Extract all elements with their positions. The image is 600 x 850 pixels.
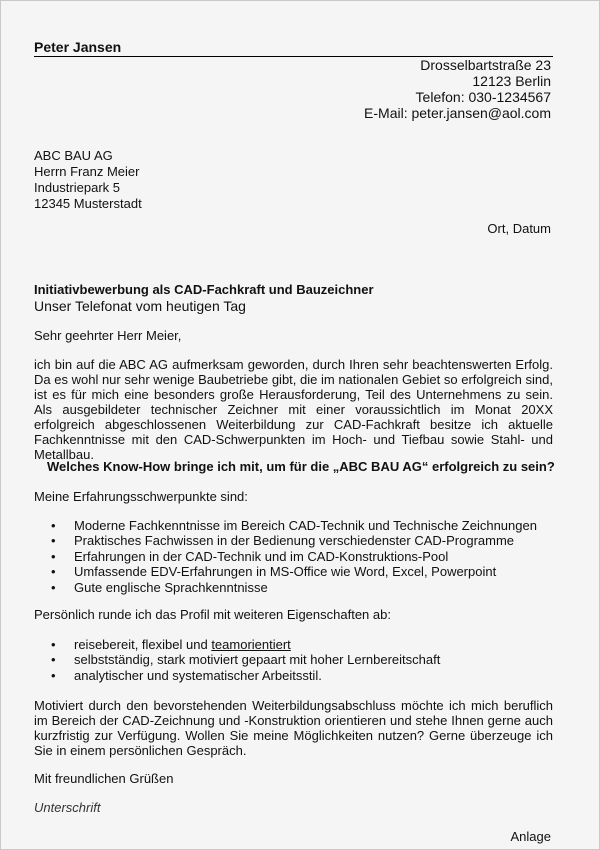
traits-intro: Persönlich runde ich das Profil mit weiteren Eigenschaften ab: — [34, 607, 391, 622]
trait-underlined-text: teamorientiert — [211, 637, 291, 652]
paragraph-intro: ich bin auf die ABC AG aufmerksam geworden, durch Ihren sehr beachtenswerten Erfolg. Da es wohl nur sehr wenige Baubetriebe gibt, die im nationalen Gebiet so erfolgreich sind, ist es für mich eine besonders große Herausforderung, Teil des Unternehmens zu sein. Als ausgebildeter technischer Zeichner mit einer voraussichtlich im Monat 20XX erfolgreich abgeschlossenen Weiterbildung zur CAD-Fachkraft besitze ich aktuelle Fachkenntnisse mit den CAD-Schwerpunkten im Hoch- und Tiefbau sowie Stahl- und Metallbau. — [34, 357, 553, 462]
list-item: • Moderne Fachkenntnisse im Bereich CAD-Technik und Technische Zeichnungen — [34, 518, 537, 533]
attachment-note: Anlage — [510, 829, 551, 844]
recipient-city: 12345 Musterstadt — [34, 196, 142, 211]
experience-list — [34, 518, 537, 595]
closing-salutation: Mit freundlichen Grüßen — [34, 771, 174, 786]
recipient-address-block — [34, 148, 142, 212]
sender-email: E-Mail: peter.jansen@aol.com — [364, 105, 551, 121]
subject-reference: Unser Telefonat vom heutigen Tag — [34, 298, 246, 314]
list-item: • Erfahrungen in der CAD-Technik und im CAD-Konstruktions-Pool — [34, 549, 537, 564]
sender-city: 12123 Berlin — [472, 73, 551, 89]
greeting: Sehr geehrter Herr Meier, — [34, 328, 182, 343]
recipient-company: ABC BAU AG — [34, 148, 113, 163]
recipient-street: Industriepark 5 — [34, 180, 120, 195]
list-item: • Praktisches Fachwissen in der Bedienung verschiedenster CAD-Programme — [34, 533, 537, 548]
sender-name: Peter Jansen — [34, 39, 553, 57]
list-item: • Umfassende EDV-Erfahrungen in MS-Office wie Word, Excel, Powerpoint — [34, 564, 537, 579]
list-item: • Gute englische Sprachkenntnisse — [34, 580, 537, 595]
sender-address-block — [364, 57, 551, 121]
traits-list — [34, 637, 440, 683]
paragraph-closing: Motiviert durch den bevorstehenden Weiterbildungsabschluss möchte ich mich beruflich im Bereich der CAD-Zeichnung und -Konstruktion orientieren und stehe Ihnen gerne auch kurzfristig zur Verfügung. Wollen Sie meine Möglichkeiten nutzen? Gerne überzeuge ich Sie in einem persönlichen Gespräch. — [34, 698, 553, 758]
subject-block — [34, 282, 374, 314]
list-item: • selbstständig, stark motiviert gepaart mit hoher Lernbereitschaft — [34, 652, 440, 667]
signature: Unterschrift — [34, 800, 101, 815]
date-line: Ort, Datum — [487, 221, 551, 236]
sender-street: Drosselbartstraße 23 — [420, 57, 551, 73]
experience-intro: Meine Erfahrungsschwerpunkte sind: — [34, 489, 248, 504]
subject-title: Initiativbewerbung als CAD-Fachkraft und Bauzeichner — [34, 282, 374, 297]
sender-phone: Telefon: 030-1234567 — [415, 89, 551, 105]
trait-text: reisebereit, flexibel und — [74, 637, 212, 652]
recipient-contact: Herrn Franz Meier — [34, 164, 140, 179]
list-item: • analytischer und systematischer Arbeitsstil. — [34, 668, 440, 683]
section-question: Welches Know-How bringe ich mit, um für die „ABC BAU AG“ erfolgreich zu sein? — [47, 459, 555, 474]
list-item — [34, 637, 440, 652]
